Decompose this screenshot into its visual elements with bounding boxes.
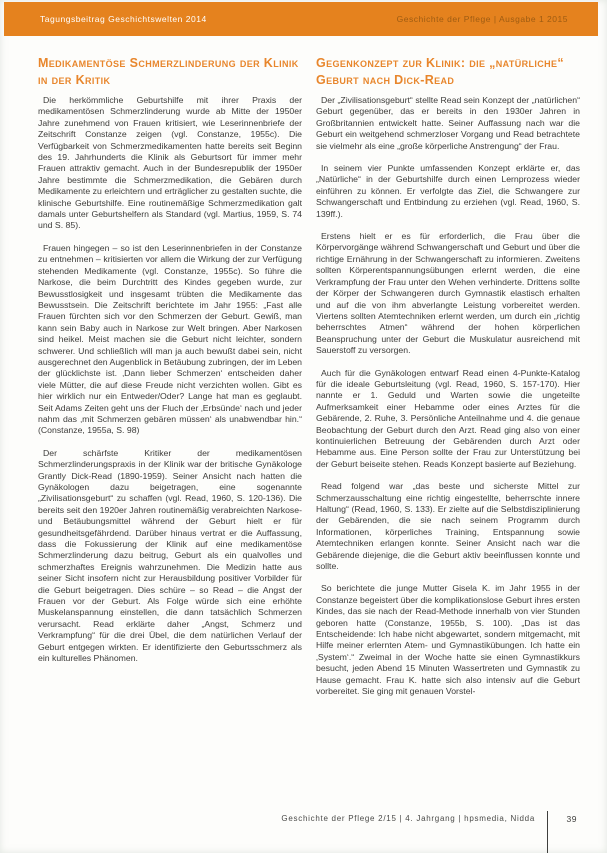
column-right [316,55,580,801]
page-number: 39 [566,814,577,824]
section-heading-dick-read-concept: Gegenkonzept zur Klinik: die „natürliche“ Geburt nach Dick-Read [316,56,565,87]
paragraph: Die herkömmliche Geburtshilfe mit ihrer Praxis der medikamentösen Schmerzlinderung wurde ab Mitte der 1950er Jahre zunehmend von Frauen kritisiert, wie Leserinnenbriefe der Zeitschrift Constanze zeigen (vgl. Constanze, 1955c). Die Verfügbarkeit von Schmerzmedikamenten hatte bereits seit Beginn des 19. Jahrhunderts die Klinik als Geburtsort für immer mehr Frauen attraktiv gemacht. Auch in der Bundesrepublik der 1950er Jahre bestimmte die Schmerzmedikation, die Gebären durch Medikamente zu erleichtern und erträglicher zu gestalten suchte, die klinische Geburtshilfe. Eine routinemäßige Schmerzmedikation galt damals unter Geburtshelfern als Standard (vgl. Martius, 1959, S. 74 und S. 85). [38,95,302,231]
paragraph: In seinem vier Punkte umfassenden Konzept erklärte er, das „Natürliche“ in der Geburtshilfe durch einen Lernprozess wieder einführen zu können. Er verfolgte das Ziel, die Schwangere zur Schwangerschaft und Entbindung zu erziehen (vgl. Read, 1960, S. 139ff.). [316,163,580,219]
page-header-bar [4,2,598,36]
paragraphs-right [316,95,580,698]
article-body [38,55,580,801]
section-heading-medication-critique: Medikamentöse Schmerzlinderung der Klinik in der Kritik [38,56,299,87]
paragraph: Der „Zivilisationsgeburt“ stellte Read sein Konzept der „natürlichen“ Geburt gegenüber, das er bereits in den 1930er Jahren in Großbritannien entwickelt hatte. Seiner Auffassung nach war die Geburt ein weitgehend schmerzloser Vorgang und Read betrachtete sie vielmehr als eine „große körperliche Anstrengung“ der Frau. [316,95,580,151]
header-article-type: Tagungsbeitrag Geschichtswelten 2014 [40,14,207,24]
column-left [38,55,302,801]
footer-imprint: Geschichte der Pflege 2/15 | 4. Jahrgang | hpsmedia, Nidda [281,814,535,823]
header-journal-issue: Geschichte der Pflege | Ausgabe 1 2015 [396,14,568,24]
page-footer [0,807,607,853]
paragraph: Erstens hielt er es für erforderlich, die Frau über die Körpervorgänge während Schwangerschaft und Geburt und über die richtige Ernährung in der Schwangerschaft zu informieren. Zweitens sollten Körperentspannungsübungen erlernt werden, die eine Verkrampfung der Frau unter den Wehen verhinderte. Drittens sollte der Körper der Schwangeren durch Gymnastik elastisch erhalten und auf die von ihm abverlangte Leistung vorbereitet werden. Viertens sollten Atemtechniken erlernt werden, um durch ein „richtig beherrschtes Atmen“ während der hohen körperlichen Beanspruchung unter der Geburt die Muskulatur ausreichend mit Sauerstoff zu versorgen. [316,231,580,356]
paragraph: Read folgend war „das beste und sicherste Mittel zur Schmerzausschaltung eine richtig eingestellte, beherrschte innere Haltung“ (Read, 1960, S. 133). Er zielte auf die Selbstdisziplinierung der Gebärenden, die sie nach seinem Programm durch Informationen, körperliches Training, Entspannung sowie Atemtechniken erlangen konnte. Seiner Ansicht nach war die Gebärende diejenige, die die Geburt aktiv beeinflussen konnte und sollte. [316,481,580,572]
paragraphs-left [38,95,302,665]
paragraph: So berichtete die junge Mutter Gisela K. im Jahr 1955 in der Constanze begeistert über die komplikationslose Geburt ihres ersten Kindes, das sie nach der Read-Methode innerhalb von vier Stunden geboren hatte (Constanze, 1955b, S. 100). „Das ist das Entscheidende: Ich habe nicht abgewartet, sondern mitgemacht, mit Hilfe meiner erlernten Atem- und Gymnastikübungen. Ich hatte ein ‚System‘.“ Zweimal in der Woche hatte sie einen Gymnastikkurs besucht, jeden Abend 15 Minuten Wassertreten und Gymnastik zu Hause gemacht. Frau K. hatte sich also intensiv auf die Geburt vorbereitet. Sie ging mit genauen Vorstel- [316,583,580,697]
footer-divider [547,811,548,853]
paragraph: Auch für die Gynäkologen entwarf Read einen 4-Punkte-Katalog für die ideale Geburtsleitung (vgl. Read, 1960, S. 157-170). Hier nannte er 1. Geduld und Warten sowie die ungeteilte Aufmerksamkeit einer Hebamme oder eines Arztes für die Gebärende, 2. Ruhe, 3. Persönliche Anteilnahme und 4. die genaue Beobachtung der Geburt durch den Arzt. Read ging also von einer kontinuierlichen Betreuung der Gebärenden durch Arzt oder Hebamme aus. Eine Person sollte der Frau zur Unterstützung bei der Geburt beiseite stehen. Reads Konzept basierte auf Beziehung. [316,367,580,469]
paragraph: Frauen hingegen – so ist den Leserinnenbriefen in der Constanze zu entnehmen – kritisierten vor allem die Wirkung der zur Verfügung stehenden Medikamente (vgl. Constanze, 1955c). So führe die Narkose, die beim Durchtritt des Kindes gegeben wurde, zur Bewusstlosigkeit und insgesamt trübten die Medikamente das Bewusstsein. Die Zeitschrift berichtete im Jahr 1955: „Fast alle Frauen fürchten sich vor den Schmerzen der Geburt. Gewiß, man kann sein Baby auch in Narkose zur Welt bringen. Aber Narkosen sind heikel. Meist machen sie die Geburt nicht leichter, sondern schwerer. Und schließlich will man ja auch bewußt dabei sein, nicht ausgerechnet den Augenblick in Betäubung zubringen, der im Leben der glücklichste ist. ‚Dann lieber Schmerzen‘ entscheiden daher viele Mütter, die auf diese Freude nicht verzichten wollen. Gibt es hier wirklich nur ein Entweder/Oder? Lange hat man es geglaubt. Seit Adams Zeiten geht uns der Fluch der ‚Erbsünde‘ nach und jeder nahm das ‚mit Schmerzen gebären müssen‘ als unabwendbar hin.“ (Constanze, 1955a, S. 98) [38,242,302,436]
paragraph: Der schärfste Kritiker der medikamentösen Schmerzlinderungspraxis in der Klinik war der britische Gynäkologe Grantly Dick-Read (1890-1959). Seiner Ansicht nach hatten die Gynäkologen dazu beigetragen, eine sogenannte „Zivilisationsgeburt“ zu schaffen (vgl. Read, 1960, S. 120-136). Die bereits seit den 1920er Jahren routinemäßig verabreichten Narkose- und Betäubungsmittel während der Geburt hielt er für gesundheitsgefährdend. Darüber hinaus vertrat er die Auffassung, dass die Fokussierung der Klinik auf eine medikamentöse Schmerzlinderung dazu beitrug, Geburt als ein qualvolles und schmerzhaftes Ereignis wahrzunehmen. Die Medizin hatte aus seiner Sicht insofern nicht zur Herausbildung positiver Vorbilder für die Geburt beigetragen. Dies schüre – so Read – die Angst der Frauen vor der Geburt. Als Folge würde sich eine erhöhte Muskelanspannung einstellen, die dann tatsächlich Schmerzen verursacht. Read erklärte daher „Angst, Schmerz und Verkrampfung“ für die drei Übel, die dem natürlichen Verlauf der Geburt entgegen wirkten. Er identifizierte den Geburtsschmerz als ein kulturelles Phänomen. [38,447,302,664]
